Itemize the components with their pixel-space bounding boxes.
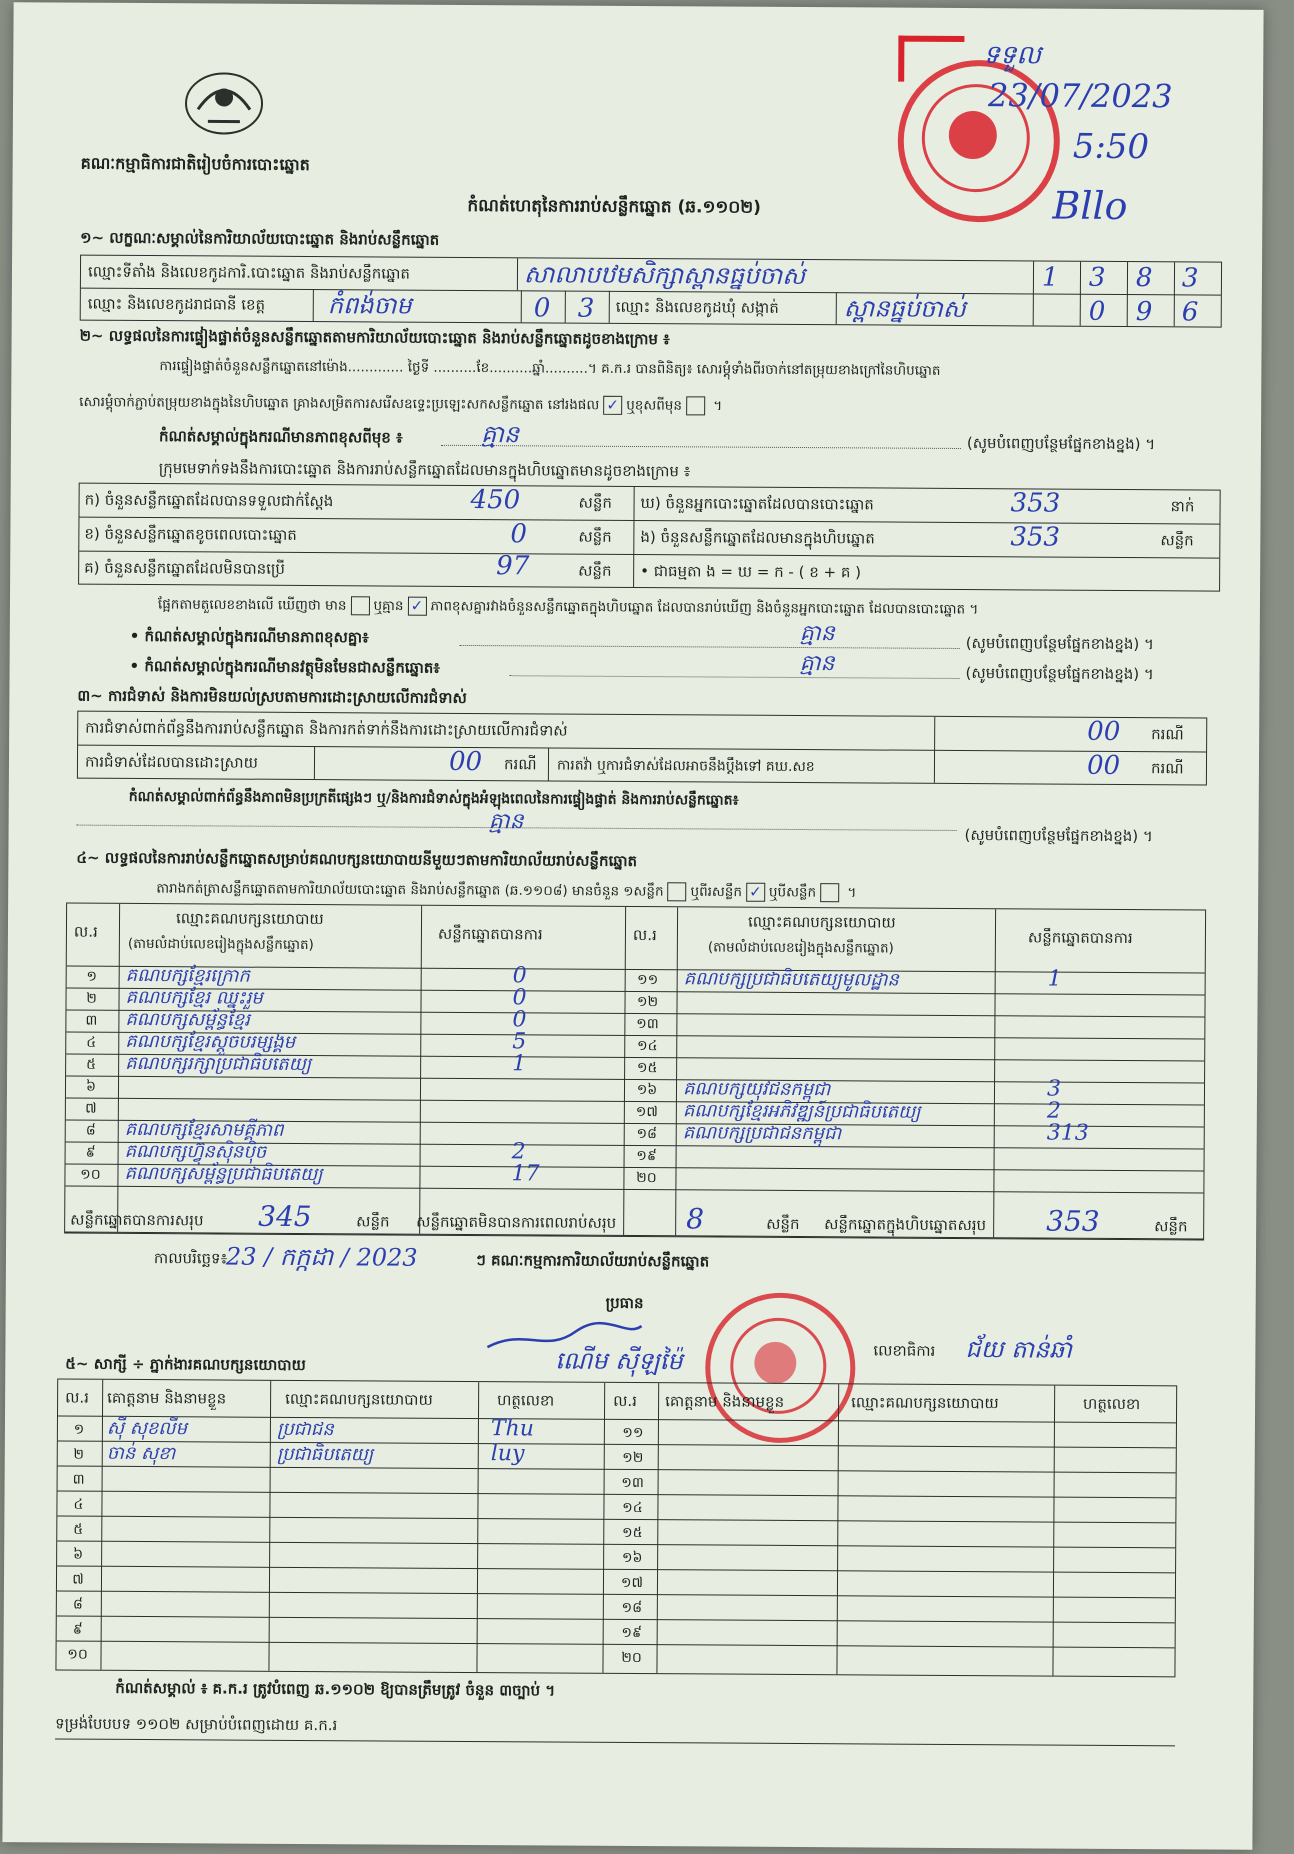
commune-code-1: 0 bbox=[1088, 296, 1106, 327]
diff-yes-checkbox[interactable] bbox=[350, 596, 369, 615]
result-row-votes: 5 bbox=[512, 1029, 527, 1055]
total-valid-unit: សន្លឹក bbox=[356, 1212, 390, 1231]
chair-signature-stroke bbox=[485, 1317, 645, 1358]
result-row-votes: 2 bbox=[1046, 1098, 1061, 1124]
result-row-no: ១ bbox=[86, 968, 98, 985]
received-time: 5:50 bbox=[1072, 126, 1150, 168]
section5-title: ៥~ សាក្សី ÷ ភ្នាក់ងារគណបក្សនយោបាយ bbox=[65, 1354, 306, 1375]
formula-note: • ជាធម្មតា ង = ឃ = ក - ( ខ + គ ) bbox=[640, 562, 862, 582]
province-code-2: 3 bbox=[577, 293, 595, 324]
total-invalid-label: សន្លឹកឆ្នោតមិនបានការពេលរាប់សរុប bbox=[416, 1212, 617, 1232]
form-footer: ទម្រង់បែបបទ ១១០២ សម្រាប់បំពេញដោយ គ.ក.រ bbox=[55, 1714, 338, 1735]
witness-row-no: ២០ bbox=[621, 1649, 642, 1667]
col-party-sub-left: (តាមលំដាប់លេខរៀងក្នុងសន្លឹកឆ្នោត) bbox=[127, 935, 314, 954]
result-row-no: ៥ bbox=[86, 1056, 97, 1073]
objection-row1-unit: ករណី bbox=[1151, 725, 1184, 744]
result-row-party: គណបក្សប្រជាជនកម្ពុជា bbox=[682, 1122, 842, 1145]
witness-row-no: ១៦ bbox=[621, 1549, 643, 1567]
objection-note-suffix: (សូមបំពេញបន្ថែមផ្នែកខាងខ្នង) ។ bbox=[964, 826, 1153, 846]
count-b-unit: សន្លឹក bbox=[578, 527, 612, 546]
footnote: កំណត់សម្គាល់ ៖ គ.ក.រ ត្រូវបំពេញ ឆ.១១០២ ឱ្យបានត្រឹមត្រូវ ចំនួន ៣ច្បាប់ ។ bbox=[115, 1678, 556, 1700]
three-sheet-checkbox[interactable] bbox=[820, 883, 839, 902]
result-row-votes: 0 bbox=[512, 1007, 527, 1033]
count-e-unit: សន្លឹក bbox=[1160, 531, 1194, 550]
commune-code-3: 6 bbox=[1181, 297, 1199, 328]
province-code-1: 0 bbox=[533, 293, 551, 324]
station-label: ឈ្មោះទីតាំង និងលេខកូដការិ.បោះឆ្នោត និងរាប់សន្លឹកឆ្នោត bbox=[87, 262, 410, 283]
total-box: 353 bbox=[1046, 1204, 1100, 1238]
result-row-votes: 1 bbox=[512, 1051, 527, 1077]
witness-row-no: ១១ bbox=[622, 1424, 644, 1442]
result-row-party: គណបក្សប្រជាធិបតេយ្យមូលដ្ឋាន bbox=[683, 968, 899, 991]
result-row-no: ២០ bbox=[636, 1170, 657, 1187]
total-invalid-unit: សន្លឹក bbox=[766, 1214, 800, 1234]
result-row-no: ៦ bbox=[85, 1078, 97, 1095]
result-row-no: ១៤ bbox=[636, 1038, 658, 1055]
total-valid: 345 bbox=[258, 1199, 312, 1234]
total-invalid: 8 bbox=[686, 1202, 705, 1236]
nec-emblem bbox=[178, 61, 270, 142]
witness-row-no: ១៤ bbox=[622, 1499, 643, 1517]
witness-row-no: ១៣ bbox=[621, 1474, 644, 1492]
compare-line: ផ្អែកតាមតួលេខខាងលើ ឃើញថា មាន ឬគ្មាន ✓ ភាពខុសគ្នារវាងចំនួនសន្លឹកឆ្នោតក្នុងហិបឆ្នោត ដែលបានរាប់ឃើញ និងចំនួនអ្នកបោះឆ្នោត ដែលបានបោះឆ្នោត ។ bbox=[157, 596, 979, 618]
result-row-party: គណបក្សខ្មែរក្រោក bbox=[125, 964, 250, 987]
note-diff-line bbox=[460, 645, 960, 649]
result-row-no: ៧ bbox=[85, 1100, 97, 1117]
province-label: ឈ្មោះ និងលេខកូដរាជធានី ខេត្ត bbox=[87, 294, 266, 314]
result-row-no: ១៧ bbox=[635, 1104, 658, 1121]
w-col-no-right: ល.រ bbox=[613, 1391, 637, 1411]
seal-changed-checkbox[interactable] bbox=[686, 396, 705, 415]
w-col-name-right: គោត្តនាម និងនាមខ្លួន bbox=[665, 1392, 785, 1411]
verify-line: ការផ្ទៀងផ្ទាត់ចំនួនសន្លឹកឆ្នោតនៅម៉ោង............. ថ្ងៃទី ..........ខែ..........ឆ្នាំ..........។ គ.ក.រ បានពិនិត្យ៖ សោរម្ដុំទាំងពីរចាក់នៅតម្រុយខាងក្រៅនៃហិបឆ្នោត bbox=[159, 358, 941, 379]
witness-row-no: ១៧ bbox=[620, 1574, 644, 1592]
section2-title: ២~ លទ្ធផលនៃការផ្ទៀងផ្ទាត់ចំនួនសន្លឹកឆ្នោតតាមការិយាល័យបោះឆ្នោត និងរាប់សន្លឹកឆ្នោតដូចខាងក្រោម ៖ bbox=[79, 326, 670, 349]
station-code-1: 1 bbox=[1041, 262, 1059, 293]
witness-row-no: ១០ bbox=[67, 1646, 88, 1663]
result-row-no: ៣ bbox=[85, 1012, 98, 1029]
note-diff-value: គ្មាន bbox=[799, 621, 835, 647]
col-party-left: ឈ្មោះគណបក្សនយោបាយ bbox=[175, 909, 324, 929]
count-a-label: ក) ចំនួនសន្លឹកឆ្នោតដែលបានទទួលជាក់ស្ដែង bbox=[84, 490, 334, 511]
footer-line bbox=[55, 1738, 1175, 1746]
note-diff-suffix: (សូមបំពេញបន្ថែមផ្នែកខាងខ្នង) ។ bbox=[965, 634, 1155, 654]
note-diff: • កំណត់សម្គាល់ក្នុងករណីមានភាពខុសគ្នា៖ bbox=[129, 626, 369, 647]
count-c-label: គ) ចំនួនសន្លឹកឆ្នោតដែលមិនបានប្រើ bbox=[84, 558, 285, 578]
col-votes-left: សន្លឹកឆ្នោតបានការ bbox=[437, 924, 543, 944]
total-box-unit: សន្លឹក bbox=[1154, 1217, 1188, 1236]
result-row-party: គណបក្សខ្មែរ ឈ្នះរួម bbox=[125, 986, 263, 1009]
received-note: ទទួល bbox=[983, 40, 1042, 71]
col-no-right: ល.រ bbox=[632, 926, 657, 945]
commune-code-2: 9 bbox=[1135, 297, 1153, 328]
count-d-unit: នាក់ bbox=[1170, 497, 1195, 516]
two-sheet-checkbox[interactable]: ✓ bbox=[746, 883, 765, 902]
w-col-name-left: គោត្តនាម និងនាមខ្លួន bbox=[107, 1388, 227, 1408]
committee-name: គណៈកម្មាធិការជាតិរៀបចំការបោះឆ្នោត bbox=[80, 153, 310, 175]
section1-title: ១~ លក្ខណៈសម្គាល់នៃការិយាល័យបោះឆ្នោត និងរាប់សន្លឹកឆ្នោត bbox=[80, 228, 440, 249]
result-row-votes: 0 bbox=[512, 985, 527, 1011]
note-foreign-line bbox=[510, 675, 960, 679]
result-row-no: ១២ bbox=[636, 994, 659, 1011]
note-foreign: • កំណត់សម្គាល់ក្នុងករណីមានវត្ថុមិនមែនជាសន្លឹកឆ្នោត៖ bbox=[129, 656, 440, 677]
col-votes-right: សន្លឹកឆ្នោតបានការ bbox=[1027, 928, 1133, 948]
witness-row-no: ១៥ bbox=[621, 1524, 643, 1542]
station-code-2: 3 bbox=[1088, 262, 1106, 293]
seal-checkbox[interactable]: ✓ bbox=[603, 396, 622, 415]
count-a-unit: សន្លឹក bbox=[578, 493, 612, 512]
date-value: 23 / កក្កដា / 2023 bbox=[225, 1242, 418, 1272]
chair-signature: ណើម ស៊ីឡម៉ៃ bbox=[555, 1346, 683, 1376]
objection-row2b-unit: ករណី bbox=[1150, 759, 1184, 778]
count-c-value: 97 bbox=[496, 551, 530, 582]
w-col-no-left: ល.រ bbox=[65, 1388, 89, 1407]
objection-row1-value: 00 bbox=[1087, 716, 1121, 747]
count-d-label: ឃ) ចំនួនអ្នកបោះឆ្នោតដែលបានបោះឆ្នោត bbox=[640, 494, 874, 514]
result-row-votes: 2 bbox=[511, 1139, 526, 1165]
note-irregular-value: គ្មាន bbox=[480, 420, 520, 449]
section3-title: ៣~ ការជំទាស់ និងការមិនយល់ស្របតាមការដោះស្រាយលើការជំទាស់ bbox=[77, 686, 467, 707]
total-box-label: សន្លឹកឆ្នោតក្នុងហិបឆ្នោតសរុប bbox=[824, 1215, 987, 1235]
w-col-party-right: ឈ្មោះគណបក្សនយោបាយ bbox=[851, 1393, 999, 1413]
result-row-votes: 3 bbox=[1046, 1076, 1062, 1102]
commune-name: ស្ពានធ្នប់ចាស់ bbox=[843, 294, 966, 324]
w-col-party-left: ឈ្មោះគណបក្សនយោបាយ bbox=[285, 1389, 433, 1409]
objection-row1-label: ការជំទាស់ពាក់ព័ន្ធនឹងការរាប់សន្លឹកឆ្នោត និងការកត់ទាក់នឹងការដោះស្រាយលើការជំទាស់ bbox=[85, 718, 568, 740]
commune-label: ឈ្មោះ និងលេខកូដឃុំ សង្កាត់ bbox=[615, 297, 779, 317]
result-row-no: ១៩ bbox=[636, 1148, 657, 1165]
witness-party: ប្រជាធិបតេយ្យ bbox=[276, 1443, 374, 1466]
objection-row2b-value: 00 bbox=[1086, 750, 1121, 781]
received-initials: Bllo bbox=[1052, 183, 1128, 229]
witness-name: សុី សុខលីម bbox=[106, 1417, 187, 1440]
result-row-votes: 0 bbox=[512, 963, 527, 989]
result-row-party: គណបក្សហ៊្វុនស៊ិនប៉ិច bbox=[124, 1140, 267, 1163]
diff-no-checkbox[interactable]: ✓ bbox=[407, 597, 426, 616]
witness-row-no: ២ bbox=[73, 1446, 85, 1463]
result-row-no: ៨ bbox=[85, 1122, 96, 1139]
count-d-value: 353 bbox=[1010, 488, 1061, 519]
seal-line: សោរម្ដុំចាក់ភ្ជាប់តម្រុយខាងក្នុងនៃហិបឆ្នោត គ្រាងសម្រិតការសរើសឧទ្ទេះប្រឡេះសកសន្លឹកឆ្នោត នៅរងផល ✓ ឬខុសពីមុន ។ bbox=[79, 394, 723, 415]
witness-signature: Thu bbox=[490, 1416, 535, 1442]
province-name: កំពង់ចាម bbox=[327, 291, 412, 320]
chair-label: ប្រធាន bbox=[605, 1293, 644, 1313]
boxes-intro: ក្រុមមេទាក់ទងនឹងការបោះឆ្នោត និងការរាប់សន្លឹកឆ្នោតដែលមានក្នុងហិបឆ្នោតមានដូចខាងក្រោម ៖ bbox=[158, 459, 691, 481]
result-row-party: គណបក្សសម្ព័ន្ធខ្មែរ bbox=[125, 1008, 250, 1031]
result-row-party: គណបក្សយុវជនកម្ពុជា bbox=[682, 1078, 831, 1101]
result-row-no: ១០ bbox=[80, 1166, 101, 1183]
result-row-no: ៩ bbox=[85, 1144, 96, 1161]
w-col-sign-left: ហត្ថលេខា bbox=[497, 1391, 555, 1410]
result-row-no: ១៨ bbox=[636, 1126, 658, 1143]
witness-row-no: ៤ bbox=[73, 1496, 84, 1513]
witness-row-no: ១៩ bbox=[621, 1624, 642, 1642]
result-row-no: ១៥ bbox=[636, 1060, 658, 1077]
result-row-no: ២ bbox=[86, 990, 97, 1007]
count-b-value: 0 bbox=[510, 519, 528, 550]
date-label: កាលបរិច្ឆេទ៖ bbox=[153, 1249, 228, 1268]
result-row-party: គណបក្សខ្មែរសាមគ្គីភាព bbox=[124, 1118, 284, 1141]
witness-row-no: ៥ bbox=[73, 1521, 84, 1538]
witness-row-no: ១៨ bbox=[621, 1599, 643, 1617]
result-row-party: គណបក្សខ្មែរអភិវឌ្ឍន៍ប្រជាធិបតេយ្យ bbox=[682, 1100, 921, 1123]
witness-row-no: ៦ bbox=[73, 1546, 84, 1563]
result-row-votes: 17 bbox=[511, 1161, 540, 1187]
witness-party: ប្រជាជន bbox=[276, 1418, 334, 1441]
station-code-4: 3 bbox=[1181, 263, 1199, 294]
result-row-party: គណបក្សខ្មែរស្ដួចបរម្សង្គម bbox=[125, 1030, 296, 1053]
count-e-label: ង) ចំនួនសន្លឹកឆ្នោតដែលមានក្នុងហិបឆ្នោត bbox=[640, 528, 875, 548]
witness-row-no: ៧ bbox=[72, 1571, 84, 1588]
col-party-right: ឈ្មោះគណបក្សនយោបាយ bbox=[747, 912, 896, 932]
objection-note-value: គ្មាន bbox=[488, 809, 524, 835]
one-sheet-checkbox[interactable] bbox=[667, 882, 686, 901]
witness-row-no: ៣ bbox=[72, 1471, 85, 1488]
result-row-no: ៤ bbox=[86, 1034, 97, 1051]
secretary-signature: ជ័យ តាន់ឆាំ bbox=[965, 1335, 1073, 1364]
objection-row2-label: ការជំទាស់ដែលបានដោះស្រាយ bbox=[84, 752, 258, 772]
result-row-no: ១៦ bbox=[636, 1082, 658, 1099]
section4-sub: តារាងកត់ត្រាសន្លឹកឆ្នោតតាមការិយាល័យបោះឆ្នោត និងរាប់សន្លឹកឆ្នោត (ឆ.១១០៨) មានចំនួន ១សន្លឹក ឬពីរសន្លឹក ✓ ឬបីសន្លឹក ។ bbox=[156, 880, 857, 901]
col-no-left: ល.រ bbox=[73, 922, 98, 941]
count-c-unit: សន្លឹក bbox=[578, 561, 612, 580]
commission-label: ៗ គណៈកម្មការការិយាល័យរាប់សន្លឹកឆ្នោត bbox=[475, 1251, 710, 1271]
witness-row-no: ៨ bbox=[72, 1596, 83, 1613]
w-col-sign-right: ហត្ថលេខា bbox=[1083, 1394, 1141, 1414]
note-irregular: កំណត់សម្គាល់ក្នុងករណីមានភាពខុសពីមុខ ៖ bbox=[158, 427, 403, 447]
received-date: 23/07/2023 bbox=[987, 76, 1173, 116]
result-row-party: គណបក្សសម្ព័ន្ធប្រជាធិបតេយ្យ bbox=[124, 1162, 323, 1186]
station-name: សាលាបឋមសិក្សាស្ពានធ្នប់ចាស់ bbox=[523, 260, 806, 291]
result-row-no: ១១ bbox=[637, 972, 659, 989]
form-title: កំណត់ហេតុនៃការរាប់សន្លឹកឆ្នោត (ឆ.១១០២) bbox=[467, 195, 761, 218]
stamp-mark bbox=[898, 36, 964, 82]
note-irregular-suffix: (សូមបំពេញបន្ថែមផ្នែកខាងខ្នង) ។ bbox=[966, 434, 1156, 454]
witness-row-no: ១២ bbox=[622, 1449, 644, 1467]
witness-name: ចាន់ សុខា bbox=[106, 1442, 176, 1465]
objection-row2-unit: ករណី bbox=[503, 755, 537, 774]
note-foreign-value: គ្មាន bbox=[799, 651, 835, 677]
count-e-value: 353 bbox=[1010, 522, 1061, 553]
col-party-sub-right: (តាមលំដាប់លេខរៀងក្នុងសន្លឹកឆ្នោត) bbox=[707, 939, 894, 957]
count-b-label: ខ) ចំនួនសន្លឹកឆ្នោតខូចពេលបោះឆ្នោត bbox=[84, 524, 297, 544]
result-row-no: ១៣ bbox=[636, 1016, 659, 1033]
result-row-votes: 313 bbox=[1046, 1120, 1089, 1146]
result-row-party: គណបក្សរក្សាប្រជាធិបតេយ្យ bbox=[125, 1052, 312, 1076]
station-code-3: 8 bbox=[1135, 263, 1153, 294]
witness-row-no: ១ bbox=[73, 1421, 85, 1438]
witness-signature: luy bbox=[490, 1441, 525, 1467]
form-sheet bbox=[2, 2, 1263, 1850]
objection-row2-value: 00 bbox=[448, 746, 483, 778]
objection-note: កំណត់សម្គាល់ពាក់ព័ន្ធនឹងភាពមិនប្រក្រតីផ្សេងៗ ឬ/និងការជំទាស់ក្នុងអំឡុងពេលនៃការផ្ទៀងផ្ទាត់ និងការរាប់សន្លឹកឆ្នោត៖ bbox=[128, 788, 739, 809]
witness-row-no: ៩ bbox=[72, 1621, 83, 1638]
result-row-votes: 1 bbox=[1047, 966, 1062, 992]
total-valid-label: សន្លឹកឆ្នោតបានការសរុប bbox=[70, 1210, 204, 1230]
count-a-value: 450 bbox=[470, 485, 521, 516]
section4-title: ៤~ លទ្ធផលនៃការរាប់សន្លឹកឆ្នោតសម្រាប់គណបក្សនយោបាយនីមួយៗតាមការិយាល័យរាប់សន្លឹកឆ្នោត bbox=[76, 848, 638, 871]
secretary-label: លេខាធិការ bbox=[873, 1341, 936, 1360]
note-foreign-suffix: (សូមបំពេញបន្ថែមផ្នែកខាងខ្នង) ។ bbox=[965, 664, 1154, 684]
objection-row2b-label: ការតវ៉ា ឬការជំទាស់ដែលអាចនឹងប្ដឹងទៅ គឃ.សខ bbox=[556, 757, 815, 776]
